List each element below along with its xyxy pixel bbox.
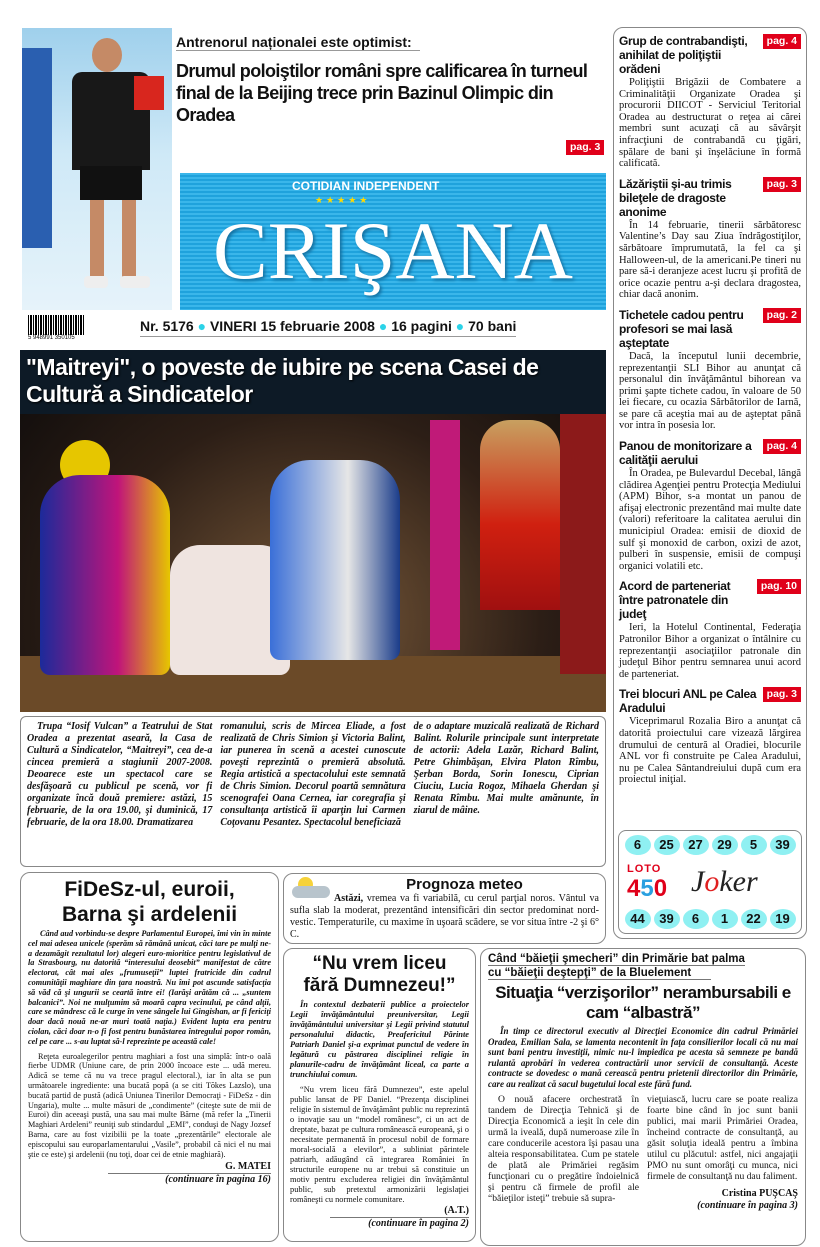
lead-caption-box [20, 716, 606, 867]
masthead-name: CRIŞANA [213, 205, 573, 296]
brief-item[interactable] [619, 579, 801, 680]
brief-title[interactable]: pag. 3 Trei blocuri ANL pe Calea Aradului [619, 687, 801, 715]
caption-col-1: Trupa “Iosif Vulcan” a Teatrului de Stat Oradea a prezentat aseară, la Casa de Cultură a Sindicatelor, “Maitreyi”, cea de-a cincea premieră a stagiunii 2007-2008. Deoarece este un spectacol care se desfăşoară cu publicul pe scenă, vor fi organizate încă două premiere: astăzi, 15 februarie, de la ora 19.00, şi duminică, 17 februarie, de la ora 18.00. Dramatizarea [27, 721, 213, 828]
baieti-author: Cristina PUŞCAŞ [721, 1188, 798, 1199]
fidesz-body: Reţeta euroalegerilor pentru maghiari a fost una simplă: într-o oală fierbe UDMR (Uniune care, de prin 2000 încoace este ... udă mereu. Adică se teme că nu va trece pragul electoral.), iar în alta se pun următoarele ingrediente: una bucată popă (a se citi Tõkes Lazslo), una bucată partid de pustă (adică Uniunea Tinerilor Democraţi - FiDeSz - din Ungaria), multe ... multe măsuri de „condimente” (citeşte sute de mii de Euroi) din aceeaşi pustă, una sau mai multe Bărne (mă refer la „Tinerii Maghiari Ardeleni” reuniţi sub stindardul „EMI”, conduşi de Nagy Jozsef Barna, care au fost vizibilii pe la toate „prezentările” electorale ale episcopului sau europarlamentarului „Vasile”, probabil că nici el nu mai ştie ce este) şi ardelenii (nu toţi, doar cei de etnie maghiară). [28, 1051, 271, 1159]
brief-text: Viceprimarul Rozalia Biro a anunţat că datorită proiectului care vizează lărgirea drumului de centură al Oradiei, blocurile ANL vor fi construite pe Calea Aradului, nu pe Calea Sântandreiului după cum era proiectul iniţial. [619, 716, 801, 786]
brief-item[interactable] [619, 687, 801, 786]
liceu-body: “Nu vrem liceu fără Dumnezeu”, este apelul public lansat de PF Daniel. “Prezenţa disciplinei religie în sistemul de învăţământ public nu reprezintă o inovaţie sau un “model românesc”, ci un act de dreptate, bazat pe cultura românească europeană, şi o necesitate permanentă în procesul nobil de formare moral-socială a elevilor”, a subliniat părintele patriarh, adăugând că integrarea României în structurile europene nu ar trebui să constituie un motiv pentru excluderea religiei din învăţământul public, sub pretextul armonizării legislaţiei româneşti cu normele comunitare. [290, 1085, 469, 1204]
brief-text: Poliţiştii Brigăzii de Combatere a Criminalităţii Organizate Oradea şi procurorii DIICOT - Serviciul Teritorial Oradea au destructurat o reţea ai cărei membri sunt acuzaţi că au săvârşit infracţiuni de contrabandă cu ţigări, spălare de bani şi înşelăciune în formă calificată. [619, 77, 801, 170]
top-story-headline[interactable] [176, 60, 604, 126]
brief-item[interactable] [619, 308, 801, 432]
fidesz-title[interactable]: FiDeSz-ul, euroii, Barna şi ardelenii [61, 878, 238, 926]
top-story-headline-2[interactable]: final de la Beijing trece prin Bazinul Olimpic din Oradea [176, 83, 554, 125]
masthead-tagline: COTIDIAN INDEPENDENT [292, 179, 440, 193]
barcode: 5 948991 350105 [28, 315, 84, 345]
brief-text: Dacă, la începutul lunii decembrie, reprezentanţii SLI Bihor au anunţat că personalul din învăţământul bihorean va primi şapte tichete cadou, în valoare de 50 lei fiecare, cu ocazia Sărbătorilor de Iarnă, se pare că aceştia mai au de aşteptat până vor intra în posesia lor. [619, 350, 801, 432]
liceu-article [283, 948, 476, 1242]
maitreyi-stage-photo[interactable] [20, 350, 606, 712]
issue-price: 70 bani [468, 318, 517, 334]
page-badge[interactable]: pag. 3 [763, 177, 801, 192]
brief-title[interactable]: pag. 4 Grup de contrabandişti, anihilat de poliţiştii orădeni [619, 34, 801, 76]
page-badge[interactable]: pag. 4 [763, 34, 801, 49]
eu-stars-icon: ★★★★★ [315, 195, 371, 205]
fidesz-lead: Când aud vorbindu-se despre Parlamentul Europei, îmi vin în minte cel mai adesea unicele (sperăm să rămână unicat, căci tare pe mulţi ne-a dezamăgit rezultatul lor) alegeri euro-mioritice pentru legislativul de la Strasbourg, nu datorită “interesului deosebit” manifestat de către electorat, cât mai ales „frumuseţii” luptei fratricide din cadrul comunităţii maghiare din ţara noastră. Nu îmi pot ascunde satisfacţia să văd că şi ungurii se ceartă între ei! (Iarăşi arătăm că ... „suntem balcanici”. Noi ne mulţumim să moară capra vecinului, pe când alţii, care se mândresc că le curge în vene sângele lui Gingishan, ar fi fericiţi doar dacă nouă ne-ar muri toată naţia.) Evident lupta era pentru ciolan, căci doar n-o fi fost pentru bunăstarea întregului popor român, cel pe care ... s-au luptat să-l reprezinte pe această cale! [28, 929, 271, 1046]
brief-item[interactable] [619, 177, 801, 301]
brief-item[interactable] [619, 439, 801, 572]
loto-numbers: 6 25 27 29 5 39 [619, 835, 801, 855]
liceu-continued[interactable]: (continuare în pagina 2) [368, 1218, 469, 1229]
brief-item[interactable] [619, 34, 801, 170]
joker-logo: Joker [691, 865, 758, 898]
brief-title[interactable]: pag. 2 Tichetele cadou pentru profesori se mai lasă aşteptate [619, 308, 801, 350]
baieti-continued[interactable]: (continuare în pagina 3) [697, 1200, 798, 1211]
baieti-headline[interactable]: Situaţia “verzişorilor” nerambursabili e cam “albastră” [495, 983, 791, 1022]
brief-text: Ieri, la Hotelul Continental, Federaţia Patronilor Bihor a organizat o întâlnire cu reprezentanţii asociaţiilor patronale din judeţul Bihor pentru semnarea unui acord de parteneriat. [619, 622, 801, 680]
water-polo-coach-photo [22, 28, 172, 310]
brief-title[interactable]: pag. 3 Lăzăriştii şi-au trimis bileţele de dragoste anonime [619, 177, 801, 219]
page-badge[interactable]: pag. 10 [757, 579, 801, 594]
top-story-headline-1[interactable]: Drumul poloiştilor români spre calificarea în turneul [176, 61, 588, 81]
lead-headline[interactable]: "Maitreyi", o poveste de iubire pe scena Casei de Cultură a Sindicatelor [26, 354, 539, 407]
baieti-col-2: vieţuiască, lucru care se poate realiza foarte bine când în joc sunt banii publici, mai marii Primăriei Oradea, încheind contracte de consultanţă, au găsit soluţia ideală pentru a îmbina utilul cu plăcutul: astfel, nici angajaţii PMO nu sunt omorâţi cu munca, nici firmele de consultanţă nu dau faliment. [647, 1094, 798, 1182]
fidesz-article [20, 872, 279, 1242]
baieti-lead: În timp ce directorul executiv al Direcţiei Economice din cadrul Primăriei Oradea, Emilian Sala, se lamenta necontenit în faţa consilierilor locali că nu mai sunt bani pentru investiţii, nimic nu-l împiedica pe acesta să semneze pe bandă rulantă aprobări în vederea contractării unor servicii de consultanţă. Aceste contracte se dovedesc o mană cerească pentru prietenii directorilor din Primărie, care au realizat că sacul bugetului local este fără fund. [488, 1026, 798, 1089]
lottery-results [618, 830, 802, 934]
issue-date: VINERI 15 februarie 2008 [209, 318, 375, 334]
liceu-author: (A.T.) [330, 1205, 469, 1218]
brief-title[interactable]: pag. 4 Panou de monitorizare a calităţii aerului [619, 439, 801, 467]
loto-540-logo: LOTO 450 [627, 863, 668, 902]
liceu-lead: În contextul dezbaterii publice a proiectelor Legii învăţământului preuniversitar, Legii învăţământului universitar şi Legii privind statutul personalului didactic, Preafericitul Părinte Patriarh Daniel şi-a exprimat punctul de vedere în legătură cu păstrarea disciplinei religie în planurile-cadru de învăţământ liceal, ca parte a trunchiului comun. [290, 1000, 469, 1079]
liceu-title[interactable]: “Nu vrem liceu fără Dumnezeu!” [303, 953, 456, 996]
joker-numbers: 44 39 6 1 22 19 [619, 909, 801, 929]
weather-lead: Astăzi, [334, 893, 364, 904]
weather-title: Prognoza meteo [406, 876, 523, 893]
partly-cloudy-icon [292, 877, 330, 899]
issue-number: Nr. 5176 [140, 318, 194, 334]
top-story-page-badge[interactable]: pag. 3 [566, 140, 604, 155]
caption-col-2: romanului, scris de Mircea Eliade, a fost realizată de Chris Simion şi Victoria Balint, iar punerea în scenă a acestei cunoscute poveşti reprezintă o premieră absolută. Regia artistică a spectacolului este semnată de Chris Simion. Decorul poartă semnătura scenografei Oana Cernea, iar coregrafia şi consultanţa artistică îi aparţin lui Carmen Coţovanu Pesantez. Spectacolul beneficiază [220, 721, 406, 828]
issue-pages: 16 pagini [391, 318, 452, 334]
baieti-article [480, 948, 806, 1246]
weather-box [283, 873, 606, 944]
page-badge[interactable]: pag. 4 [763, 439, 801, 454]
page-badge[interactable]: pag. 2 [763, 308, 801, 323]
issue-line: Nr. 5176 ● VINERI 15 februarie 2008 ● 16 pagini ● 70 bani [140, 318, 516, 337]
baieti-kicker[interactable]: Când “băieţii şmecheri” din Primărie bat palma cu “băieţii deştepţi” de la Bluelement [488, 953, 745, 979]
caption-col-3: de o adaptare muzicală realizată de Richard Balint. Rolurile principale sunt interpretate de actorii: Adela Lazăr, Richard Balint, Petre Ghimbăşan, Elvira Platon Rîmbu, Şerban Borda, Sorin Ionescu, Ciprian Ciuciu, Lucia Rogoz, Mihaela Gherdan şi Renata Rîmbu. Mai multe amănunte, în ziarul de mâine. [413, 721, 599, 816]
brief-title[interactable]: pag. 10 Acord de parteneriat între patronatele din judeţ [619, 579, 801, 621]
news-briefs-sidebar [613, 27, 807, 939]
weather-text: vremea va fi variabilă, cu cerul parţial noros. Vântul va sufla slab la moderat, prezentând intensificări din sector predominat nord-vestic. Temperaturile, cu maxime în uşoară scădere, se vor situa între -2 şi 6° C. [290, 893, 599, 940]
top-story-kicker: Antrenorul naționalei este optimist: [176, 34, 420, 51]
brief-text: În Oradea, pe Bulevardul Decebal, lângă clădirea Agenţiei pentru Protecţia Mediului (APM) Bihor, s-a montat un panou de afişaj electronic prezentând mai multe date (valori) referitoare la calitatea aerului din municipiul Oradea: emisii de dioxid de sulf şi monoxid de carbon, oxizi de azot, pulberi în suspensie, emisii de compuşi organici volatili etc. [619, 468, 801, 572]
fidesz-continued[interactable]: (continuare în pagina 16) [108, 1173, 271, 1186]
masthead-logo [180, 173, 606, 310]
brief-text: În 14 februarie, tinerii sărbătoresc Valentine’s Day sau Ziua îndrăgostiţilor, sărbătoare împrumutată, la fel ca şi Halloween-ul, de la americani.Pe tineri nu pare să-i deranjeze acest lucru şi profită de orice ocazie pentru a-şi declara dragostea, chiar dacă anonim. [619, 219, 801, 301]
baieti-col-1: O nouă afacere orchestrată în tandem de Direcţia Tehnică şi de Direcţia Economică a ieşit în cele din urmă la iveală, după numeroase zile în care conducerile acestora îşi pasau una alteia responsabilitatea. Cum pe statele de plată ale Primăriei regăsim funcţionari cu o pregătire îndoielnică şi pentru că firmele de profil ale “băieţilor isteţi” trebuie să supra- [488, 1094, 639, 1204]
fidesz-author: G. MATEI [225, 1161, 271, 1173]
page-badge[interactable]: pag. 3 [763, 687, 801, 702]
